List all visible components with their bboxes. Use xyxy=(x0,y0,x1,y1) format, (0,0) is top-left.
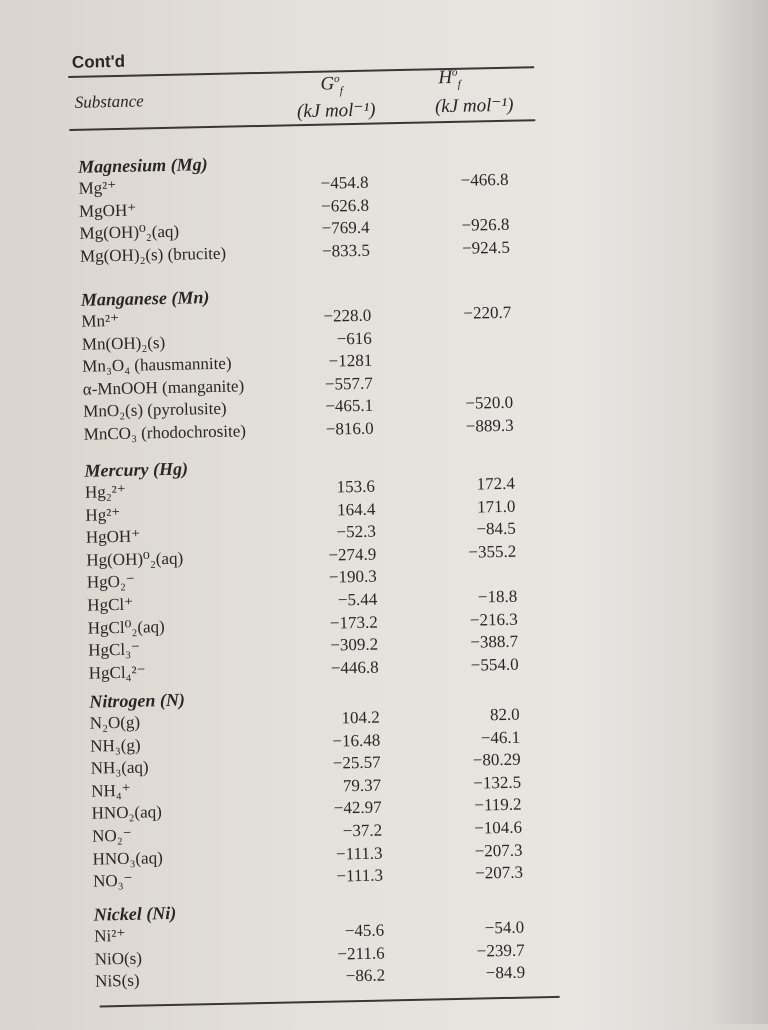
substance-name: HgCl₄²⁻ xyxy=(88,662,146,683)
enthalpy-value: −119.2 xyxy=(474,795,522,816)
substance-name: NiO(s) xyxy=(94,948,143,969)
substance-name: Ni²⁺ xyxy=(94,925,126,946)
substance-name: HgOH⁺ xyxy=(85,526,141,547)
gibbs-value: 104.2 xyxy=(341,707,380,728)
substance-name: Hg²⁺ xyxy=(85,504,121,525)
gibbs-value: −833.5 xyxy=(321,240,371,261)
gibbs-value: −454.8 xyxy=(320,172,369,193)
gibbs-value: −557.7 xyxy=(324,373,373,394)
gibbs-value: −446.8 xyxy=(330,657,379,678)
continued-label: Cont'd xyxy=(71,51,126,72)
enthalpy-symbol: H xyxy=(438,66,453,89)
gibbs-value: −86.2 xyxy=(345,965,386,986)
enthalpy-value: −80.29 xyxy=(472,749,521,770)
substance-name: Mg(OH)₂(s) (brucite) xyxy=(79,243,227,266)
enthalpy-value: −207.3 xyxy=(474,862,524,883)
gibbs-value: −769.4 xyxy=(321,217,370,238)
gibbs-value: −465.1 xyxy=(325,396,374,417)
substance-column-header: Substance xyxy=(74,91,144,112)
gibbs-value: 79.37 xyxy=(342,775,382,796)
substance-name: Mg(OH)⁰₂(aq) xyxy=(79,221,180,243)
enthalpy-value: −84.9 xyxy=(485,962,526,983)
gibbs-symbol: G xyxy=(320,73,335,95)
substance-name: N₂O(g) xyxy=(89,712,141,733)
substance-name: NH₃(g) xyxy=(90,735,141,756)
enthalpy-value: 82.0 xyxy=(489,704,520,725)
gibbs-value: −25.57 xyxy=(332,752,381,773)
gibbs-value: −816.0 xyxy=(325,418,374,439)
gibbs-value: −45.6 xyxy=(344,920,385,941)
enthalpy-symbol-sub: f xyxy=(457,78,461,91)
gibbs-value: −626.8 xyxy=(320,195,370,216)
gibbs-value: −5.44 xyxy=(337,589,378,610)
page-edge-shadow xyxy=(708,0,768,1024)
enthalpy-value: −104.6 xyxy=(474,817,523,838)
gibbs-value: 164.4 xyxy=(336,499,376,520)
substance-name: MnO₂(s) (pyrolusite) xyxy=(83,399,227,422)
substance-name: HgCl⁰₂(aq) xyxy=(87,616,165,638)
substance-name: Mn₃O₄ (hausmannite) xyxy=(82,353,232,376)
substance-name: Mg²⁺ xyxy=(78,177,117,198)
substance-name: NO₂⁻ xyxy=(91,825,132,846)
substance-name: Hg₂²⁺ xyxy=(84,481,126,502)
enthalpy-value: −924.5 xyxy=(461,237,511,258)
enthalpy-value: −220.7 xyxy=(463,302,512,323)
gibbs-value: −37.2 xyxy=(342,820,383,841)
enthalpy-value: −18.8 xyxy=(477,586,518,607)
top-rule xyxy=(68,66,534,78)
gibbs-column-symbol xyxy=(320,72,344,98)
substance-name: HNO₂(aq) xyxy=(91,802,162,824)
enthalpy-value: 171.0 xyxy=(476,496,516,517)
gibbs-value: −228.0 xyxy=(323,305,372,326)
section-title: Nickel (Ni) xyxy=(93,902,177,925)
enthalpy-value: −466.8 xyxy=(460,169,509,190)
gibbs-value: −190.3 xyxy=(328,567,377,587)
gibbs-value: −173.2 xyxy=(329,612,378,633)
enthalpy-value: −520.0 xyxy=(465,393,514,414)
enthalpy-value: −46.1 xyxy=(480,727,521,748)
gibbs-value: 153.6 xyxy=(336,476,376,497)
gibbs-value: −309.2 xyxy=(330,634,379,655)
gibbs-value: −111.3 xyxy=(335,843,383,864)
substance-name: MnCO₃ (rhodochrosite) xyxy=(83,421,247,444)
substance-name: Hg(OH)⁰₂(aq) xyxy=(86,548,184,570)
gibbs-value: −111.3 xyxy=(336,865,384,886)
substance-name: NH₃(aq) xyxy=(90,757,149,778)
enthalpy-value: −239.7 xyxy=(476,940,525,961)
substance-name: HgCl⁺ xyxy=(87,594,134,615)
enthalpy-value: −554.0 xyxy=(470,654,519,675)
substance-name: Mn²⁺ xyxy=(81,310,120,331)
gibbs-value: −16.48 xyxy=(332,730,381,751)
gibbs-value: −616 xyxy=(336,328,372,348)
substance-name: HNO₃(aq) xyxy=(92,847,163,869)
substance-name: MgOH⁺ xyxy=(78,200,137,221)
substance-name: α-MnOOH (manganite) xyxy=(82,376,245,399)
enthalpy-value: 172.4 xyxy=(476,473,516,494)
bottom-rule xyxy=(100,996,560,1008)
substance-name: HgO₂⁻ xyxy=(86,572,135,593)
gibbs-symbol-sub: f xyxy=(339,85,344,98)
gibbs-value: −274.9 xyxy=(328,544,377,565)
gibbs-value: −1281 xyxy=(328,350,373,371)
gibbs-value: −211.6 xyxy=(337,943,385,964)
gibbs-units: (kJ mol⁻¹) xyxy=(296,99,376,123)
section-title: Nitrogen (N) xyxy=(89,689,186,712)
gibbs-value: −52.3 xyxy=(336,521,377,542)
enthalpy-column-symbol xyxy=(438,67,461,89)
enthalpy-value: −54.0 xyxy=(484,917,525,938)
enthalpy-value: −355.2 xyxy=(468,541,517,562)
enthalpy-value: −889.3 xyxy=(465,415,514,436)
section-title: Mercury (Hg) xyxy=(84,458,189,481)
enthalpy-units: (kJ mol⁻¹) xyxy=(434,94,514,118)
section-title: Magnesium (Mg) xyxy=(77,154,208,177)
substance-name: NO₃⁻ xyxy=(92,870,133,891)
section-title: Manganese (Mn) xyxy=(80,287,210,310)
enthalpy-value: −84.5 xyxy=(476,518,517,539)
substance-name: HgCl₃⁻ xyxy=(88,639,141,660)
gibbs-symbol-sup: o xyxy=(333,72,340,86)
substance-name: Mn(OH)₂(s) xyxy=(81,332,166,354)
substance-name: NiS(s) xyxy=(94,970,140,991)
substance-name: NH₄⁺ xyxy=(91,780,131,801)
enthalpy-value: −388.7 xyxy=(470,631,519,652)
enthalpy-value: −216.3 xyxy=(469,609,518,630)
enthalpy-value: −132.5 xyxy=(473,772,522,793)
gibbs-value: −42.97 xyxy=(333,797,382,818)
enthalpy-value: −926.8 xyxy=(461,214,510,235)
enthalpy-symbol-sup: o xyxy=(451,66,458,79)
enthalpy-value: −207.3 xyxy=(474,840,523,861)
